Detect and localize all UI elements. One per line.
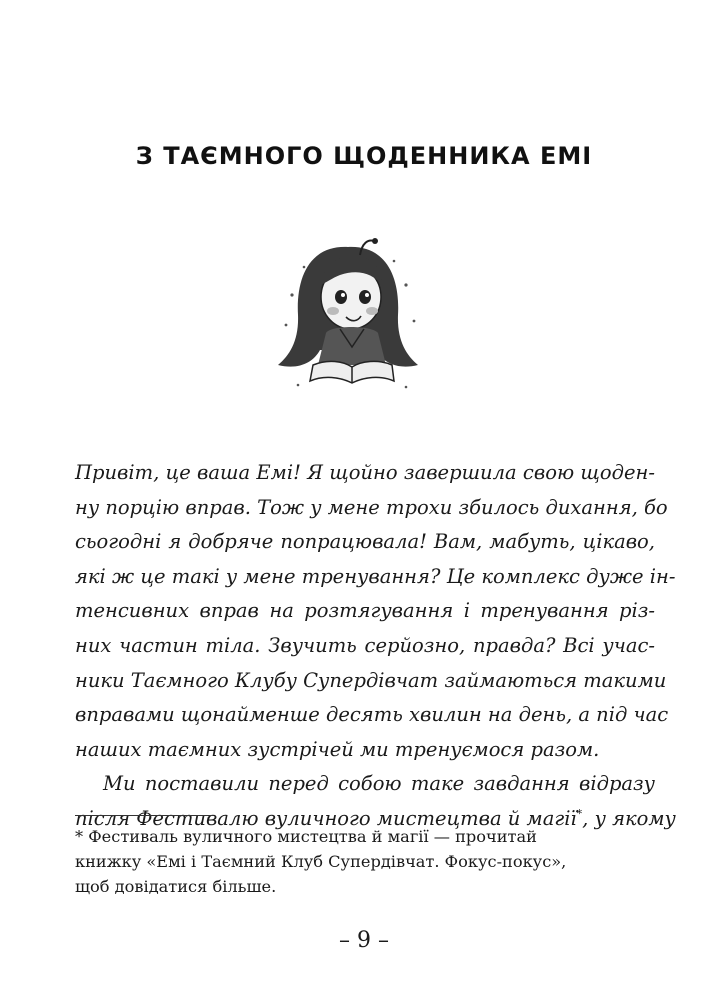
text-line: які ж це такі у мене тренування? Це комплекс дуже ін- bbox=[75, 564, 676, 588]
text-line: ну порцію вправ. Тож у мене трохи збилось дихання, бо bbox=[75, 495, 668, 519]
text-line: Ми поставили перед собою таке завдання відразу bbox=[103, 772, 655, 796]
text-line: тенсивних вправ на розтягування і тренування різ- bbox=[75, 599, 655, 623]
footnote-marker: * bbox=[576, 807, 583, 821]
text-line: Привіт, це ваша Емі! Я щойно завершила свою щоден- bbox=[75, 461, 655, 484]
footnote bbox=[75, 824, 655, 899]
text-line: ники Таємного Клубу Супердівчат займаються такими bbox=[75, 668, 667, 692]
text-line: сьогодні я добряче попрацювала! Вам, мабуть, цікаво, bbox=[75, 530, 655, 554]
chapter-title: З ТАЄМНОГО ЩОДЕННИКА ЕМІ bbox=[135, 142, 593, 170]
text-line: вправами щонайменше десять хвилин на день, а під час bbox=[75, 703, 669, 727]
text-segment: , у якому bbox=[582, 806, 676, 830]
footnote-line: щоб довідатися більше. bbox=[75, 877, 277, 896]
footnote-line: * Фестиваль вуличного мистецтва й магії — прочитай bbox=[75, 827, 537, 846]
page-number: – 9 – bbox=[339, 928, 389, 953]
footnote-line: книжку «Емі і Таємний Клуб Супердівчат. Фокус-покус», bbox=[75, 852, 567, 871]
diary-text bbox=[75, 456, 676, 837]
text-line: них частин тіла. Звучить серйозно, правда? Всі учас- bbox=[75, 633, 655, 657]
text-line: наших таємних зустрічей ми тренуємося разом. bbox=[75, 737, 600, 761]
text-segment: після Фестивалю вуличного мистецтва й магії bbox=[75, 806, 577, 830]
footnote-divider bbox=[75, 815, 213, 816]
girl-reading-book-icon bbox=[268, 225, 428, 400]
